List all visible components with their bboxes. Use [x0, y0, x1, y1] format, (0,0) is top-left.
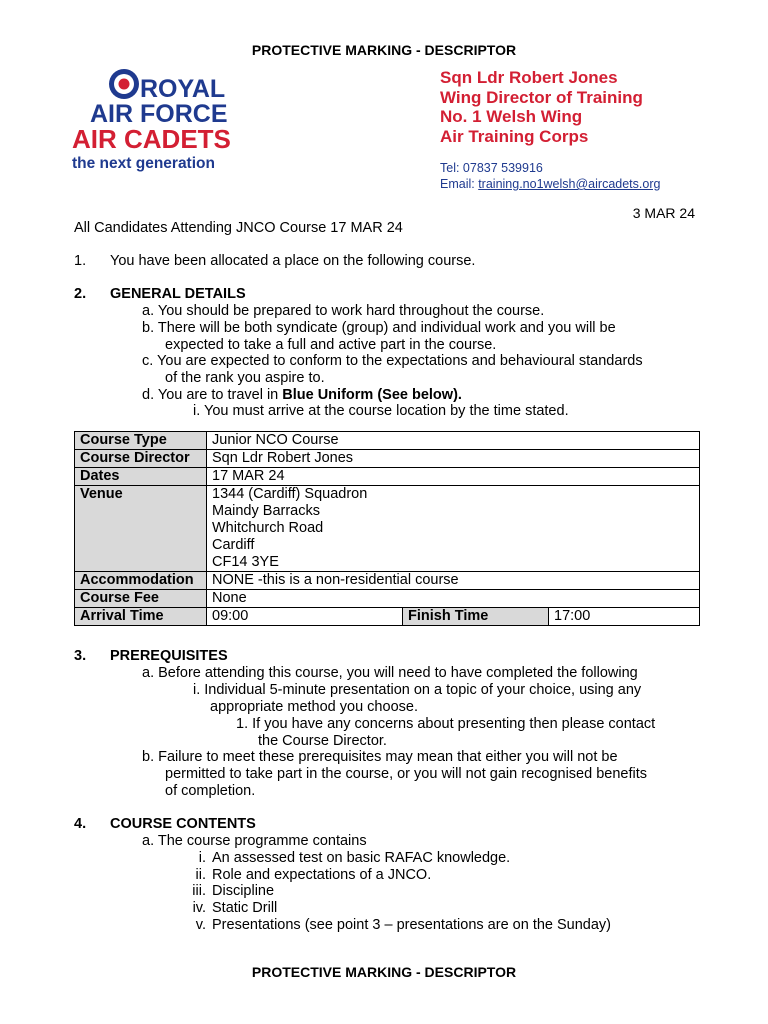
para-3a: a. Before attending this course, you will need to have completed the following: [142, 665, 638, 681]
email-link[interactable]: training.no1welsh@aircadets.org: [478, 177, 661, 191]
list-item-number: v.: [195, 917, 206, 933]
para-2d: [142, 387, 462, 404]
course-type-label: Course Type: [75, 432, 207, 450]
para-2b-line1: b. There will be both syndicate (group) and individual work and you will be: [142, 320, 616, 336]
para-3b-line3: of completion.: [165, 783, 256, 799]
addressee: All Candidates Attending JNCO Course 17 MAR 24: [74, 220, 403, 236]
sender-unit: No. 1 Welsh Wing: [440, 107, 583, 126]
para-3a-i-line1: i. Individual 5-minute presentation on a topic of your choice, using any: [193, 682, 642, 698]
para-2b-line2: expected to take a full and active part in the course.: [165, 337, 497, 353]
sender-role: Wing Director of Training: [440, 87, 643, 107]
para-4a: a. The course programme contains: [142, 833, 367, 849]
para-1-number: 1.: [74, 253, 87, 269]
table-row: [75, 590, 700, 608]
list-item: [168, 850, 510, 867]
para-2-number: 2.: [74, 286, 87, 302]
course-fee-value: None: [207, 590, 700, 608]
logo-air-force: AIR FORCE: [90, 100, 228, 128]
venue-value: [207, 486, 700, 572]
para-1-text: You have been allocated a place on the following course.: [110, 253, 476, 269]
venue-line: Maindy Barracks: [212, 503, 320, 519]
course-details-table: [74, 431, 700, 626]
accommodation-label: Accommodation: [75, 572, 207, 590]
para-3a-i-1-line1: 1. If you have any concerns about presenting then please contact: [236, 716, 656, 732]
logo-royal: ROYAL: [140, 75, 226, 103]
table-row: [75, 468, 700, 486]
para-2-title: GENERAL DETAILS: [110, 286, 246, 302]
course-fee-label: Course Fee: [75, 590, 207, 608]
course-director-label: Course Director: [75, 450, 207, 468]
para-2d-text: d. You are to travel in: [142, 387, 283, 403]
email-label: Email:: [440, 177, 479, 191]
table-row: [75, 572, 700, 590]
venue-line: 1344 (Cardiff) Squadron: [212, 486, 368, 502]
logo-air-cadets: AIR CADETS: [72, 124, 231, 154]
table-row: [75, 608, 700, 626]
venue-line: Cardiff: [212, 537, 255, 553]
arrival-time-value: 09:00: [207, 608, 403, 626]
para-2d-i: i. You must arrive at the course location by the time stated.: [193, 403, 569, 419]
finish-time-label: Finish Time: [403, 608, 549, 626]
para-4-title: COURSE CONTENTS: [110, 816, 256, 832]
arrival-time-label: Arrival Time: [75, 608, 207, 626]
protective-marking-footer: PROTECTIVE MARKING - DESCRIPTOR: [251, 964, 517, 980]
para-3-title: PREREQUISITES: [110, 648, 228, 664]
list-item-number: iv.: [192, 900, 206, 916]
list-item-text: An assessed test on basic RAFAC knowledge.: [212, 850, 511, 866]
contact-block: [440, 160, 660, 192]
para-3b-line1: b. Failure to meet these prerequisites may mean that either you will not be: [142, 749, 618, 765]
para-3-heading: [74, 648, 228, 665]
list-item: [168, 867, 431, 884]
sender-name: Sqn Ldr Robert Jones: [440, 68, 618, 87]
list-item: [168, 917, 611, 934]
para-2c-line2: of the rank you aspire to.: [165, 370, 325, 386]
para-2c-line1: c. You are expected to conform to the expectations and behavioural standards: [142, 353, 643, 369]
table-row: [75, 432, 700, 450]
protective-marking-header: PROTECTIVE MARKING - DESCRIPTOR: [251, 42, 517, 58]
para-2d-uniform: Blue Uniform (See below).: [282, 387, 462, 403]
para-3a-i-line2: appropriate method you choose.: [210, 699, 418, 715]
sender-org: Air Training Corps: [440, 126, 589, 146]
list-item-number: iii.: [192, 883, 206, 899]
letter-date: 3 MAR 24: [632, 205, 695, 221]
list-item-text: Role and expectations of a JNCO.: [212, 867, 432, 883]
logo-tagline: the next generation: [72, 155, 215, 172]
list-item: [168, 900, 277, 917]
para-2a: a. You should be prepared to work hard throughout the course.: [142, 303, 545, 319]
finish-time-value: 17:00: [549, 608, 700, 626]
roundel-icon: [109, 69, 139, 99]
venue-label: Venue: [75, 486, 207, 572]
venue-line: CF14 3YE: [212, 554, 279, 570]
accommodation-value: NONE -this is a non-residential course: [207, 572, 700, 590]
para-4-heading: [74, 816, 256, 833]
para-3a-i-1-line2: the Course Director.: [258, 733, 387, 749]
course-type-value: Junior NCO Course: [207, 432, 700, 450]
list-item-number: ii.: [195, 867, 206, 883]
sender-block: [440, 68, 643, 146]
list-item-text: Discipline: [212, 883, 275, 899]
table-row: [75, 450, 700, 468]
list-item-text: Presentations (see point 3 – presentations are on the Sunday): [212, 917, 612, 933]
course-director-value: Sqn Ldr Robert Jones: [207, 450, 700, 468]
para-2-heading: [74, 286, 246, 303]
dates-label: Dates: [75, 468, 207, 486]
para-4-number: 4.: [74, 816, 87, 832]
table-row: [75, 486, 700, 572]
list-item-number: i.: [198, 850, 206, 866]
telephone: Tel: 07837 539916: [440, 161, 543, 175]
para-3b-line2: permitted to take part in the course, or you will not gain recognised benefits: [165, 766, 647, 782]
dates-value: 17 MAR 24: [207, 468, 700, 486]
para-1: [74, 253, 475, 270]
list-item-text: Static Drill: [212, 900, 278, 916]
venue-line: Whitchurch Road: [212, 520, 324, 536]
list-item: [168, 883, 274, 900]
raf-air-cadets-logo: [72, 62, 252, 182]
para-3-number: 3.: [74, 648, 87, 664]
